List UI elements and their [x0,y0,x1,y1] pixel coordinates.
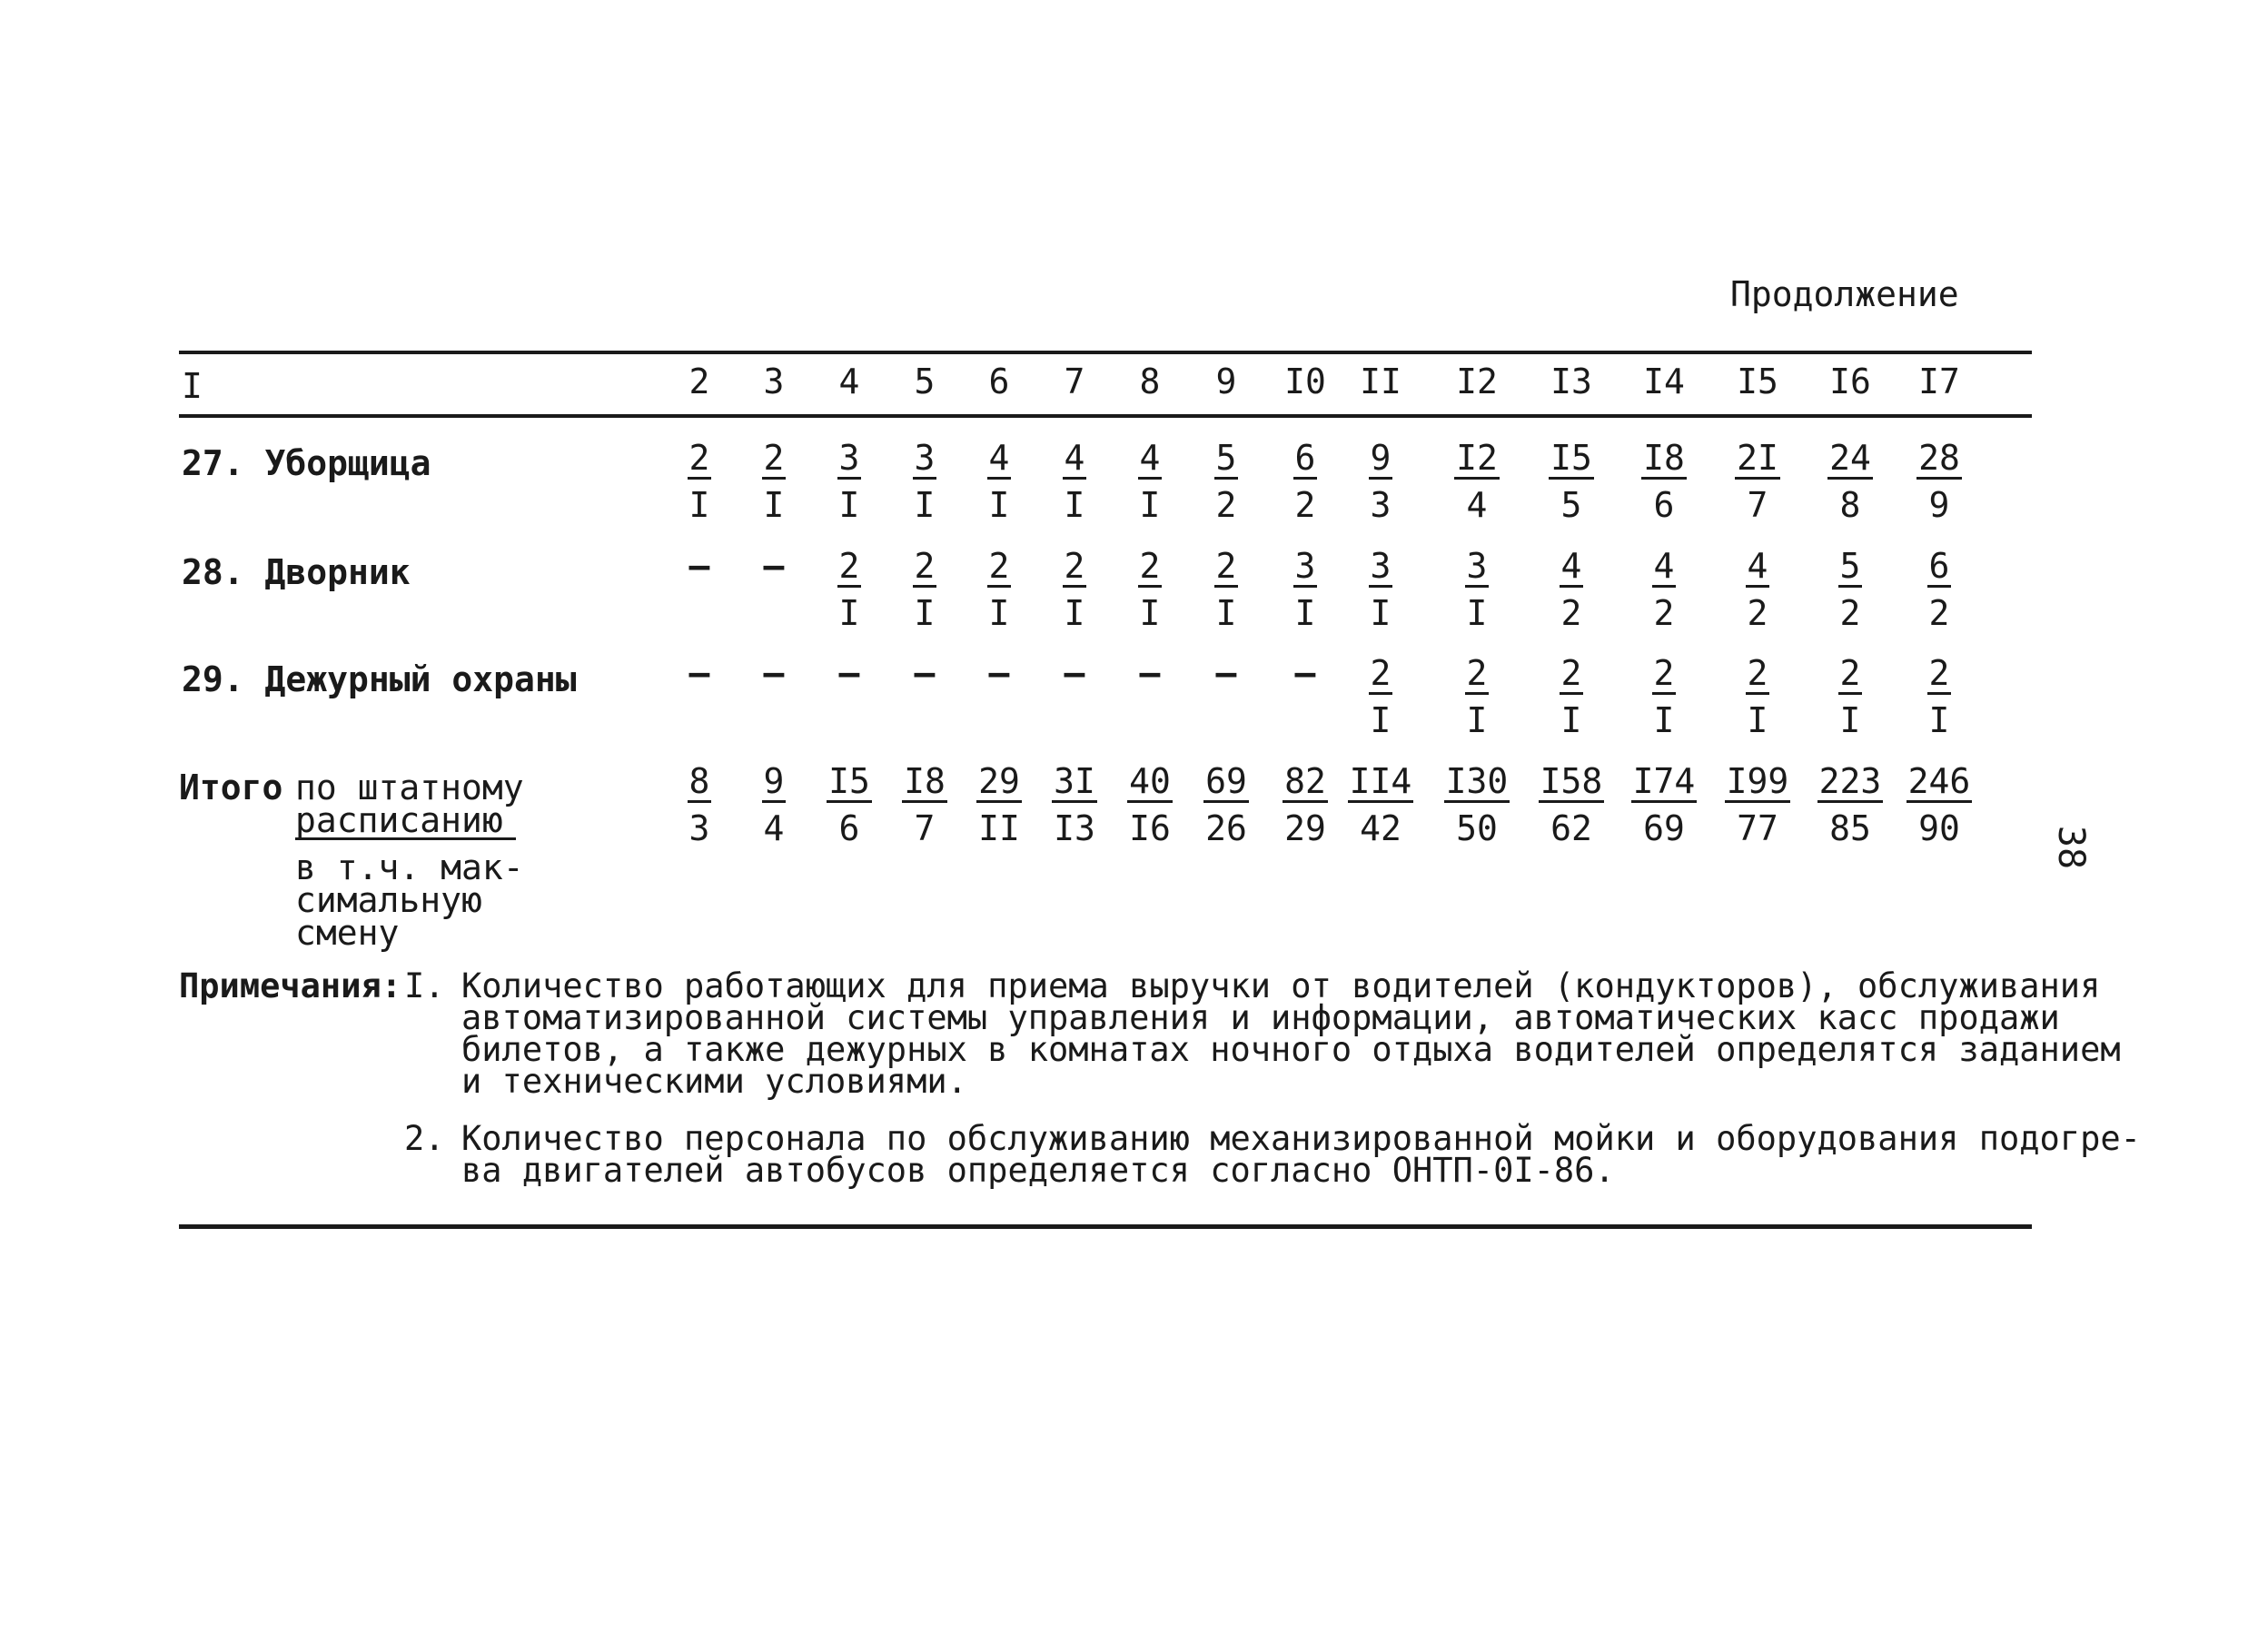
cell-shift-value: 2 [1839,593,1861,633]
table-bottom-rule [179,1224,2032,1229]
empty-dash: – [763,546,785,586]
note-2-line-2: ва двигателей автобусов определяется согласно ОНТП-0I-86. [461,1151,1615,1190]
cell-shift-value: 5 [1560,485,1582,525]
row-29-cell [1034,655,1115,691]
cell-shift-value: I [838,593,860,633]
cell-shift-value: I [1747,700,1768,740]
empty-dash: – [1139,653,1161,693]
row-29-cell [1717,655,1798,738]
row-29-cell [1436,655,1518,738]
row-29-cell [1264,655,1346,691]
row-27-cell [808,440,890,523]
row-27-cell [1109,440,1191,523]
cell-total-value: 2 [1560,653,1582,693]
row-28-cell [808,548,890,631]
row-28-cell [659,548,740,584]
cell-shift-value: I [988,593,1010,633]
header-col: I6 [1829,361,1871,401]
cell-shift-value: I [763,485,785,525]
cell-shift-value: I [1064,485,1085,525]
total-row-cell [1530,763,1612,847]
cell-total-value: 9 [763,761,785,801]
cell-total-value: 2 [914,546,936,586]
row-28-cell [1623,548,1705,631]
cell-shift-value: 69 [1643,808,1685,848]
row-27-cell [1340,440,1421,523]
row-28-cell [1436,548,1518,631]
cell-total-value: 82 [1284,761,1326,801]
total-row-cell [733,763,815,847]
cell-total-value: 2 [763,438,785,478]
row-28-cell [1034,548,1115,631]
total-row-cell [1898,763,1980,847]
cell-shift-value: I [1064,593,1085,633]
cell-shift-value: 2 [1653,593,1675,633]
cell-shift-value: 2 [1560,593,1582,633]
row-27-cell [733,440,815,523]
cell-shift-value: 2 [1928,593,1950,633]
total-row-cell [1340,763,1421,847]
total-row-cell [1034,763,1115,847]
header-col: 3 [763,361,785,401]
empty-dash: – [914,653,936,693]
cell-total-value: 2 [1370,653,1392,693]
cell-total-value: 4 [1747,546,1768,586]
cell-total-value: I30 [1445,761,1509,801]
cell-shift-value: I [1928,700,1950,740]
row-27-cell [1898,440,1980,523]
cell-total-value: 3 [1466,546,1488,586]
total-row-cell [1623,763,1705,847]
cell-shift-value: 62 [1550,808,1592,848]
cell-shift-value: 50 [1456,808,1498,848]
row-27-cell [884,440,966,523]
cell-shift-value: 6 [1653,485,1675,525]
empty-dash: – [763,653,785,693]
cell-shift-value: I [1370,593,1392,633]
page-number: 38 [2050,825,2093,870]
row-29-cell [1185,655,1267,691]
row-28-cell [1809,548,1891,631]
cell-total-value: 24 [1829,438,1871,478]
row-28-cell [1340,548,1421,631]
cell-total-value: 3I [1054,761,1095,801]
cell-total-value: I5 [828,761,870,801]
cell-total-value: II4 [1349,761,1412,801]
cell-total-value: I5 [1550,438,1592,478]
row-28-cell [1898,548,1980,631]
cell-total-value: 2 [1928,653,1950,693]
cell-total-value: 40 [1129,761,1171,801]
row-29-cell [1623,655,1705,738]
cell-total-value: 4 [1139,438,1161,478]
cell-total-value: I2 [1456,438,1498,478]
header-col: 7 [1064,361,1085,401]
continuation-label: Продолжение [1730,274,1959,314]
row-29-cell [1109,655,1191,691]
cell-total-value: 2 [1215,546,1237,586]
empty-dash: – [688,653,710,693]
cell-total-value: 2I [1737,438,1778,478]
cell-total-value: 69 [1205,761,1247,801]
cell-total-value: 2 [988,546,1010,586]
cell-shift-value: I [1466,593,1488,633]
row-27-cell [958,440,1040,523]
row-27-cell [1623,440,1705,523]
cell-shift-value: I [988,485,1010,525]
note-1-number: I. [404,966,445,1005]
cell-total-value: 2 [1064,546,1085,586]
row-27-cell [1034,440,1115,523]
header-col: 8 [1139,361,1161,401]
cell-total-value: I99 [1726,761,1789,801]
cell-shift-value: I [1294,593,1316,633]
empty-dash: – [688,546,710,586]
empty-dash: – [1064,653,1085,693]
row-label-28: 28. Дворник [182,552,411,592]
cell-total-value: 4 [988,438,1010,478]
cell-shift-value: 3 [688,808,710,848]
row-27-cell [1436,440,1518,523]
total-row-cell [1436,763,1518,847]
cell-shift-value: 2 [1294,485,1316,525]
cell-total-value: 2 [838,546,860,586]
row-29-cell [1530,655,1612,738]
cell-shift-value: 2 [1747,593,1768,633]
row-27-cell [1717,440,1798,523]
total-row-cell [1264,763,1346,847]
header-col: I7 [1918,361,1960,401]
row-27-cell [1809,440,1891,523]
cell-total-value: I74 [1632,761,1696,801]
empty-dash: – [988,653,1010,693]
header-col: I5 [1737,361,1778,401]
header-col: 2 [688,361,710,401]
row-27-cell [1530,440,1612,523]
header-col: I0 [1284,361,1326,401]
cell-total-value: 3 [914,438,936,478]
cell-total-value: 3 [838,438,860,478]
cell-shift-value: I [914,485,936,525]
row-29-cell [1340,655,1421,738]
total-label-word: Итого [179,767,283,807]
empty-dash: – [1294,653,1316,693]
cell-shift-value: 90 [1918,808,1960,848]
cell-shift-value: I [1139,593,1161,633]
cell-total-value: 9 [1370,438,1392,478]
cell-shift-value: 42 [1360,808,1401,848]
cell-total-value: 4 [1560,546,1582,586]
cell-shift-value: 85 [1829,808,1871,848]
header-col: II [1360,361,1401,401]
cell-shift-value: I [1370,700,1392,740]
cell-shift-value: 8 [1839,485,1861,525]
note-1-line-3: билетов, а также дежурных в комнатах ночного отдыха водителей определятся заданием [461,1030,2121,1069]
cell-shift-value: I [1466,700,1488,740]
total-row-cell [1109,763,1191,847]
row-label-29: 29. Дежурный охраны [182,659,577,699]
cell-shift-value: I3 [1054,808,1095,848]
cell-total-value: 3 [1294,546,1316,586]
total-row-cell [1185,763,1267,847]
total-label-sub2: симальную [295,880,482,920]
row-28-cell [884,548,966,631]
row-28-cell [733,548,815,584]
row-29-cell [1898,655,1980,738]
cell-shift-value: I [1839,700,1861,740]
row-28-cell [1717,548,1798,631]
total-row-cell [659,763,740,847]
row-27-cell [659,440,740,523]
row-28-cell [1185,548,1267,631]
row-29-cell [659,655,740,691]
cell-shift-value: I [1560,700,1582,740]
cell-total-value: 5 [1839,546,1861,586]
cell-total-value: 5 [1215,438,1237,478]
header-first-col: I [182,366,203,406]
cell-shift-value: 9 [1928,485,1950,525]
cell-total-value: 4 [1653,546,1675,586]
total-row-cell [808,763,890,847]
note-2-number: 2. [404,1119,445,1158]
cell-shift-value: I6 [1129,808,1171,848]
cell-total-value: 29 [978,761,1020,801]
cell-shift-value: I [914,593,936,633]
row-28-cell [1109,548,1191,631]
cell-total-value: 2 [1839,653,1861,693]
row-29-cell [958,655,1040,691]
total-row-cell [958,763,1040,847]
row-label-27: 27. Уборщица [182,443,431,483]
cell-total-value: 223 [1818,761,1882,801]
row-28-cell [1530,548,1612,631]
cell-total-value: 2 [1466,653,1488,693]
cell-total-value: 6 [1294,438,1316,478]
note-1-line-1: Количество работающих для приема выручки от водителей (кондукторов), обслуживания [461,966,2101,1005]
total-label-line2: расписанию [295,803,516,840]
cell-total-value: 2 [1747,653,1768,693]
row-27-cell [1264,440,1346,523]
cell-total-value: I58 [1540,761,1603,801]
header-col: 9 [1215,361,1237,401]
cell-total-value: 2 [1139,546,1161,586]
cell-shift-value: 3 [1370,485,1392,525]
row-29-cell [808,655,890,691]
total-label-sub3: смену [295,913,400,953]
cell-shift-value: I [838,485,860,525]
empty-dash: – [1215,653,1237,693]
cell-shift-value: 26 [1205,808,1247,848]
cell-shift-value: 6 [838,808,860,848]
cell-total-value: 246 [1907,761,1971,801]
cell-shift-value: 2 [1215,485,1237,525]
cell-total-value: 28 [1918,438,1960,478]
total-row-cell [1809,763,1891,847]
cell-total-value: 6 [1928,546,1950,586]
cell-total-value: 2 [688,438,710,478]
cell-shift-value: I [1653,700,1675,740]
notes-title: Примечания: [179,966,402,1005]
total-row-cell [884,763,966,847]
total-row-cell [1717,763,1798,847]
cell-shift-value: 29 [1284,808,1326,848]
row-29-cell [733,655,815,691]
cell-shift-value: I [1139,485,1161,525]
cell-total-value: I8 [1643,438,1685,478]
row-27-cell [1185,440,1267,523]
header-col: 4 [838,361,860,401]
cell-total-value: I8 [904,761,946,801]
cell-total-value: 2 [1653,653,1675,693]
cell-shift-value: 7 [1747,485,1768,525]
cell-shift-value: II [978,808,1020,848]
table-header-rule [179,414,2032,418]
header-col: 6 [988,361,1010,401]
header-col: I3 [1550,361,1592,401]
cell-shift-value: 7 [914,808,936,848]
row-29-cell [1809,655,1891,738]
cell-total-value: 3 [1370,546,1392,586]
note-1-line-2: автоматизированной системы управления и информации, автоматических касс продажи [461,998,2060,1037]
cell-shift-value: 4 [763,808,785,848]
cell-shift-value: 4 [1466,485,1488,525]
cell-total-value: 8 [688,761,710,801]
note-2-line-1: Количество персонала по обслуживанию механизированной мойки и оборудования подогре- [461,1119,2141,1158]
total-label-line1: по штатному [295,767,524,807]
note-1-line-4: и техническими условиями. [461,1062,967,1101]
header-col: 5 [914,361,936,401]
empty-dash: – [838,653,860,693]
header-col: I4 [1643,361,1685,401]
row-28-cell [1264,548,1346,631]
cell-shift-value: I [1215,593,1237,633]
header-col: I2 [1456,361,1498,401]
total-label-sub1: в т.ч. мак- [295,847,524,887]
row-29-cell [884,655,966,691]
cell-shift-value: I [688,485,710,525]
cell-total-value: 4 [1064,438,1085,478]
row-28-cell [958,548,1040,631]
table-top-rule [179,351,2032,354]
cell-shift-value: 77 [1737,808,1778,848]
